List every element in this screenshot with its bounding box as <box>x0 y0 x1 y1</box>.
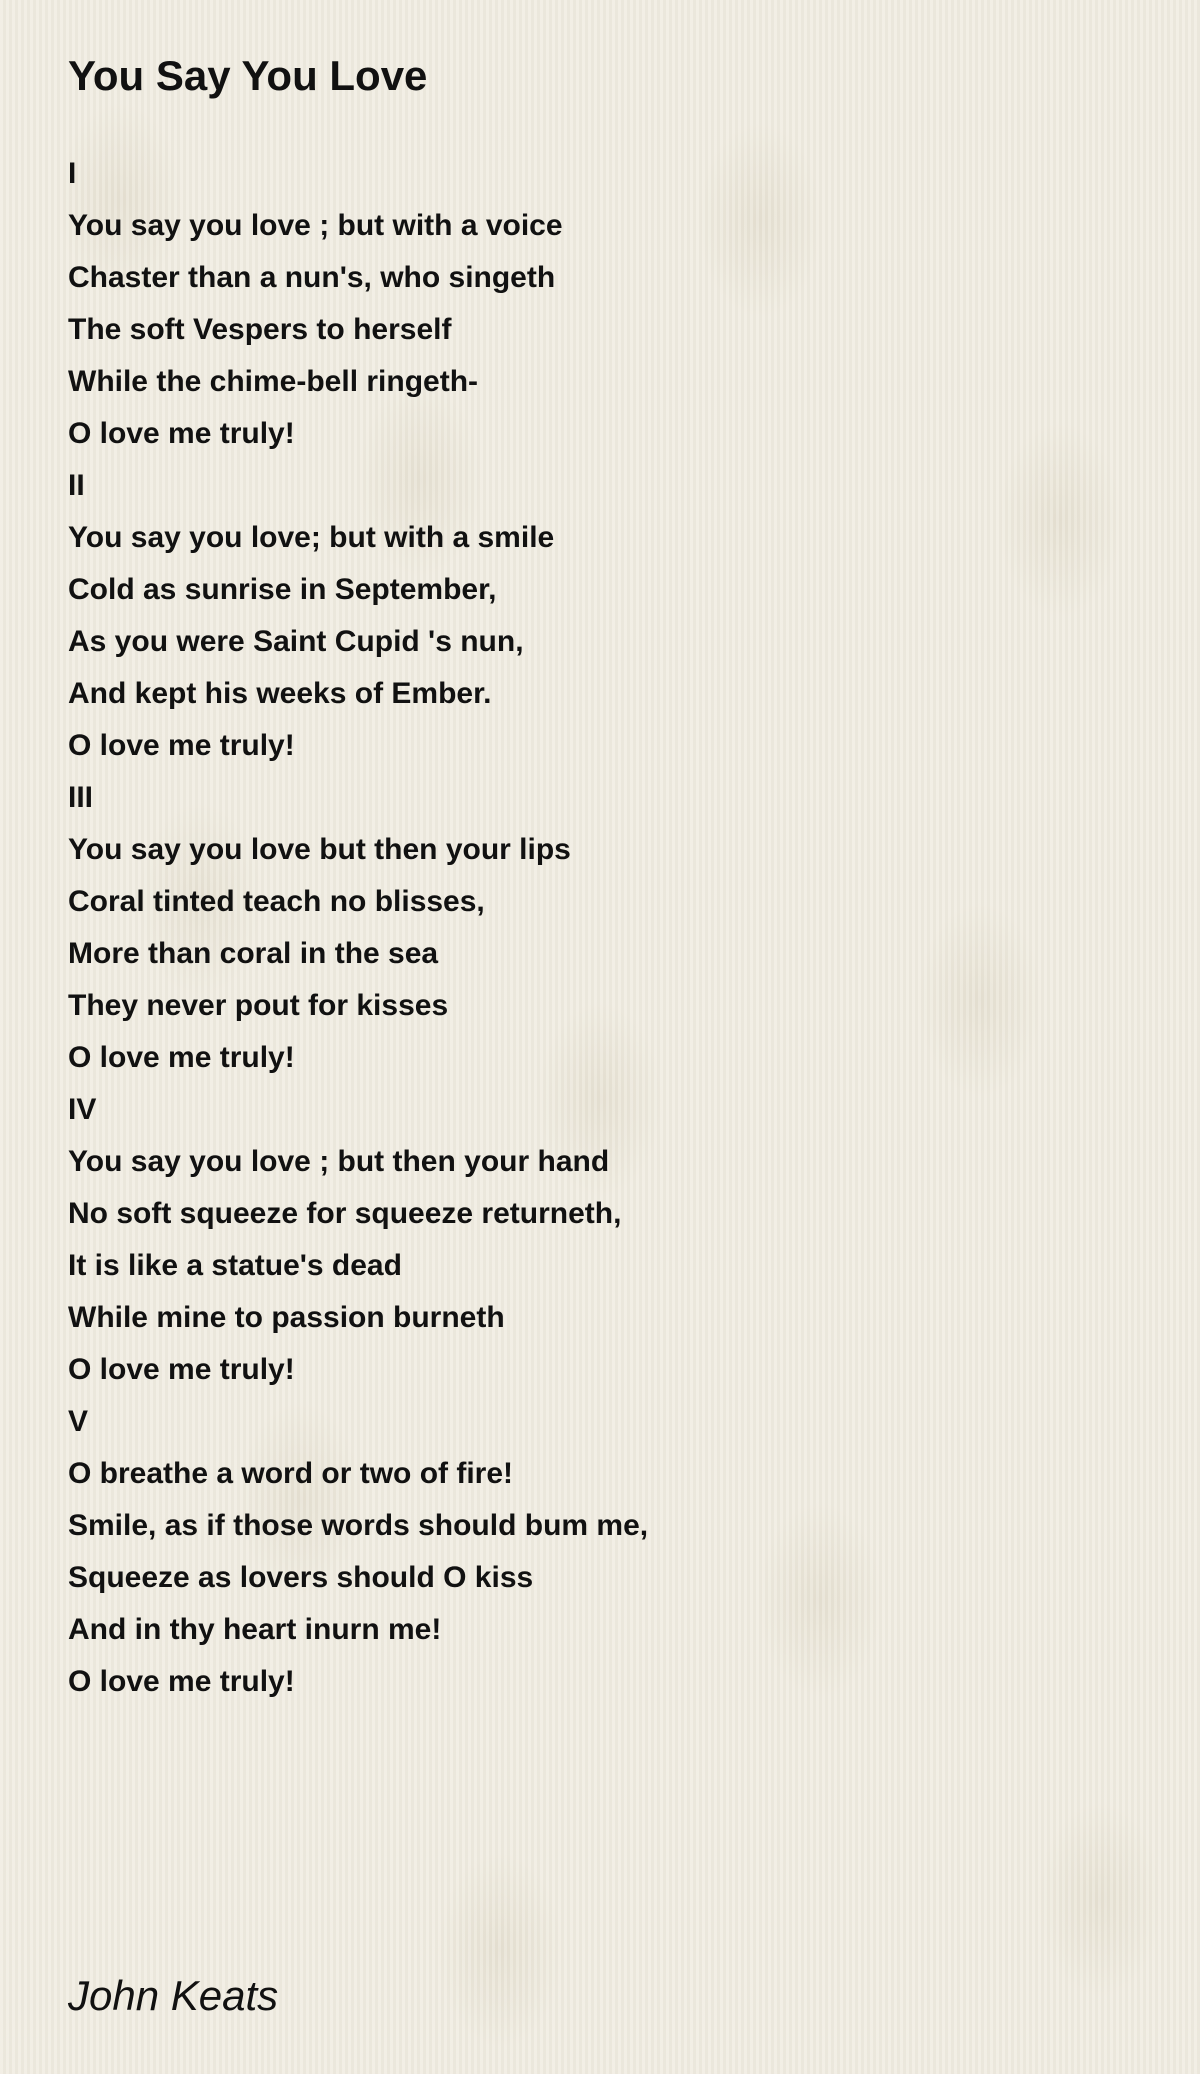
poem-line: And in thy heart inurn me! <box>68 1613 442 1646</box>
poem-line: You say you love but then your lips <box>68 833 571 866</box>
stanza-number: I <box>68 157 77 190</box>
poem-body <box>68 148 1148 1708</box>
poem-line: No soft squeeze for squeeze returneth, <box>68 1197 622 1230</box>
poem-line: O love me truly! <box>68 417 295 450</box>
poem-line: You say you love ; but with a voice <box>68 209 563 242</box>
stanza <box>68 772 1148 1084</box>
poem-line: Cold as sunrise in September, <box>68 573 497 606</box>
stanza <box>68 148 1148 460</box>
poem-line: While the chime-bell ringeth- <box>68 365 479 398</box>
stanza-number: III <box>68 781 94 814</box>
poem-line: They never pout for kisses <box>68 989 449 1022</box>
poem-line: O love me truly! <box>68 1353 295 1386</box>
poem-line: It is like a statue's dead <box>68 1249 402 1282</box>
poem-line: Coral tinted teach no blisses, <box>68 885 485 918</box>
stanza-number: V <box>68 1405 89 1438</box>
poem-line: More than coral in the sea <box>68 937 439 970</box>
poem-line: You say you love; but with a smile <box>68 521 555 554</box>
poem-line: O breathe a word or two of fire! <box>68 1457 514 1490</box>
poem-line: The soft Vespers to herself <box>68 313 452 346</box>
poem-title: You Say You Love <box>68 52 428 99</box>
poem-line: O love me truly! <box>68 729 295 762</box>
stanza <box>68 1084 1148 1396</box>
poem-line: O love me truly! <box>68 1665 295 1698</box>
stanza-number: II <box>68 469 85 502</box>
poem-line: As you were Saint Cupid 's nun, <box>68 625 524 658</box>
stanza <box>68 1396 1148 1708</box>
poem-container <box>68 48 1148 1760</box>
stanza <box>68 460 1148 772</box>
poem-line: O love me truly! <box>68 1041 295 1074</box>
poem-line: Smile, as if those words should bum me, <box>68 1509 649 1542</box>
poem-line: And kept his weeks of Ember. <box>68 677 492 710</box>
poem-line: While mine to passion burneth <box>68 1301 505 1334</box>
poem-line: You say you love ; but then your hand <box>68 1145 610 1178</box>
poem-author: John Keats <box>68 1972 279 2019</box>
poem-line: Chaster than a nun's, who singeth <box>68 261 556 294</box>
stanza-number: IV <box>68 1093 97 1126</box>
poem-line: Squeeze as lovers should O kiss <box>68 1561 534 1594</box>
